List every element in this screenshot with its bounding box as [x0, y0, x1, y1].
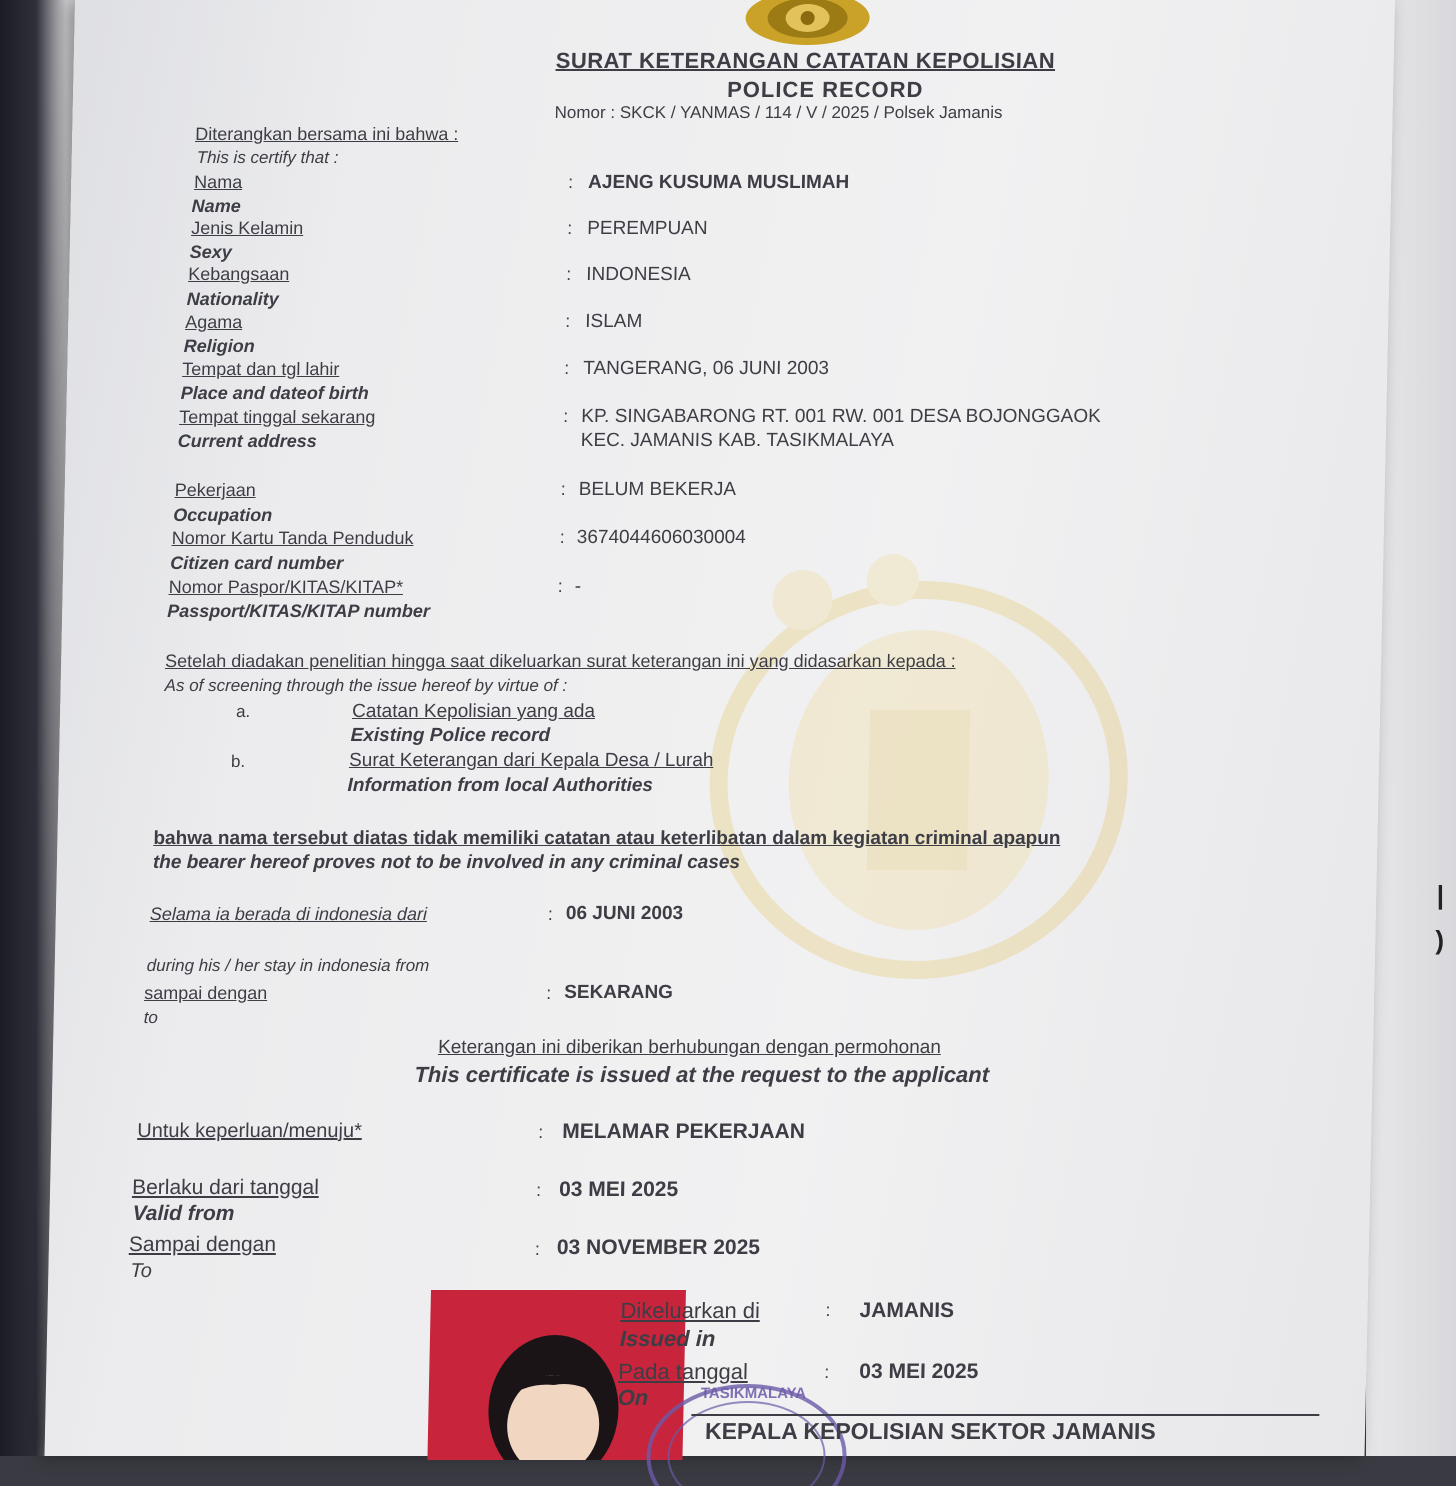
screening-item-b: Surat Keterangan dari Kepala Desa / Lurah [348, 750, 714, 771]
stay-to-label-en: to [143, 1008, 159, 1027]
valid-from-label-en: Valid from [132, 1202, 235, 1225]
signatory-title: KEPALA KEPOLISIAN SEKTOR JAMANIS [704, 1418, 1156, 1444]
issued-on-label-en: On [617, 1385, 649, 1410]
field-label-nationality: Kebangsaan [188, 264, 290, 284]
field-label-address: Tempat tinggal sekarang [179, 407, 376, 427]
issued-on-label: Pada tanggal [618, 1359, 749, 1384]
colon: : [824, 1362, 830, 1382]
purpose-label: Untuk keperluan/menuju* [137, 1120, 363, 1142]
field-value-birth: TANGERANG, 06 JUNI 2003 [583, 358, 830, 379]
field-value-address: KP. SINGABARONG RT. 001 RW. 001 DESA BOJONGGAOK [581, 406, 1102, 427]
field-label-name-en: Name [191, 196, 241, 216]
screening-id: Setelah diadakan penelitian hingga saat dikeluarkan surat keterangan ini yang didasarkan kepada : [164, 651, 956, 671]
screening-en: As of screening through the issue hereof by virtue of : [164, 676, 568, 695]
screening-item-a-en: Existing Police record [350, 725, 551, 746]
field-label-religion: Agama [185, 312, 243, 332]
edge-mark: | [1436, 880, 1444, 910]
issued-in-value: JAMANIS [859, 1299, 955, 1322]
valid-from-value: 03 MEI 2025 [558, 1178, 679, 1201]
field-value-passport: - [574, 576, 582, 597]
valid-from-label: Berlaku dari tanggal [131, 1176, 320, 1199]
field-value-occupation: BELUM BEKERJA [578, 479, 737, 500]
field-label-religion-en: Religion [183, 336, 255, 356]
field-label-name: Nama [193, 172, 243, 192]
police-record-document [45, 0, 1395, 1456]
signature-divider [691, 1414, 1319, 1416]
edge-mark: ) [1435, 925, 1444, 955]
request-id: Keterangan ini diberikan berhubungan dengan permohonan [437, 1037, 942, 1058]
request-en: This certificate is issued at the request to the applicant [414, 1062, 990, 1087]
colon: : [564, 358, 570, 378]
stay-to-value: SEKARANG [563, 982, 674, 1003]
document-number: Nomor : SKCK / YANMAS / 114 / V / 2025 / Polsek Jamanis [554, 103, 1003, 122]
field-value-sex: PEREMPUAN [586, 218, 708, 239]
intro-id: Diterangkan bersama ini bahwa : [194, 124, 459, 144]
field-label-passport: Nomor Paspor/KITAS/KITAP* [168, 577, 404, 597]
stay-from-label-en: during his / her stay in indonesia from [146, 956, 430, 975]
field-label-ktp: Nomor Kartu Tanda Penduduk [171, 528, 414, 548]
field-value-nationality: INDONESIA [586, 264, 692, 285]
colon: : [567, 172, 574, 192]
colon: : [565, 311, 571, 331]
valid-to-label: Sampai dengan [128, 1233, 277, 1256]
issued-in-label-en: Issued in [619, 1326, 716, 1351]
intro-en: This is certify that : [196, 148, 339, 167]
field-label-passport-en: Passport/KITAS/KITAP number [166, 601, 431, 621]
screening-marker-b: b. [230, 752, 246, 771]
statement-en: the bearer hereof proves not to be involved in any criminal cases [152, 852, 741, 873]
screening-item-a: Catatan Kepolisian yang ada [351, 701, 596, 722]
field-label-address-en: Current address [177, 431, 318, 451]
field-label-sex: Jenis Kelamin [191, 218, 304, 238]
field-label-birth-en: Place and dateof birth [180, 383, 370, 403]
police-watermark-icon [694, 540, 1143, 980]
valid-to-value: 03 NOVEMBER 2025 [556, 1236, 761, 1259]
document-subtitle: POLICE RECORD [726, 77, 924, 102]
field-value-religion: ISLAM [585, 311, 643, 332]
colon: : [545, 983, 552, 1003]
colon: : [566, 264, 572, 284]
colon: : [535, 1180, 542, 1200]
colon: : [534, 1239, 541, 1259]
field-label-occupation: Pekerjaan [174, 480, 257, 500]
screening-marker-a: a. [235, 702, 251, 721]
field-label-sex-en: Sexy [189, 242, 232, 262]
field-label-birth: Tempat dan tgl lahir [182, 359, 340, 379]
field-value-ktp: 3674044606030004 [576, 527, 747, 548]
colon: : [547, 904, 554, 924]
statement-id: bahwa nama tersebut diatas tidak memiliki catatan atau keterlibatan dalam kegiatan criminal apapun [153, 828, 1061, 849]
field-label-nationality-en: Nationality [186, 289, 279, 309]
stay-to-label: sampai dengan [143, 983, 268, 1003]
colon: : [567, 218, 573, 238]
issued-on-value: 03 MEI 2025 [859, 1360, 979, 1383]
field-label-occupation-en: Occupation [173, 505, 273, 525]
field-value-address-line2: KEC. JAMANIS KAB. TASIKMALAYA [580, 430, 895, 451]
purpose-value: MELAMAR PEKERJAAN [562, 1120, 806, 1143]
colon: : [560, 479, 566, 499]
stamp-text: TASIKMALAYA [700, 1385, 807, 1402]
valid-to-label-en: To [130, 1260, 153, 1282]
issued-in-label: Dikeluarkan di [620, 1298, 761, 1323]
colon: : [538, 1122, 544, 1142]
police-crest-icon [742, 0, 873, 46]
colon: : [563, 406, 569, 426]
colon: : [825, 1300, 831, 1320]
document-title: SURAT KETERANGAN CATATAN KEPOLISIAN [555, 48, 1056, 73]
stay-from-label: Selama ia berada di indonesia dari [149, 904, 428, 924]
screening-item-b-en: Information from local Authorities [347, 775, 654, 796]
colon: : [559, 527, 565, 547]
field-label-ktp-en: Citizen card number [169, 553, 344, 573]
field-value-name: AJENG KUSUMA MUSLIMAH [587, 172, 850, 193]
colon: : [557, 576, 563, 596]
stay-from-value: 06 JUNI 2003 [565, 903, 684, 924]
